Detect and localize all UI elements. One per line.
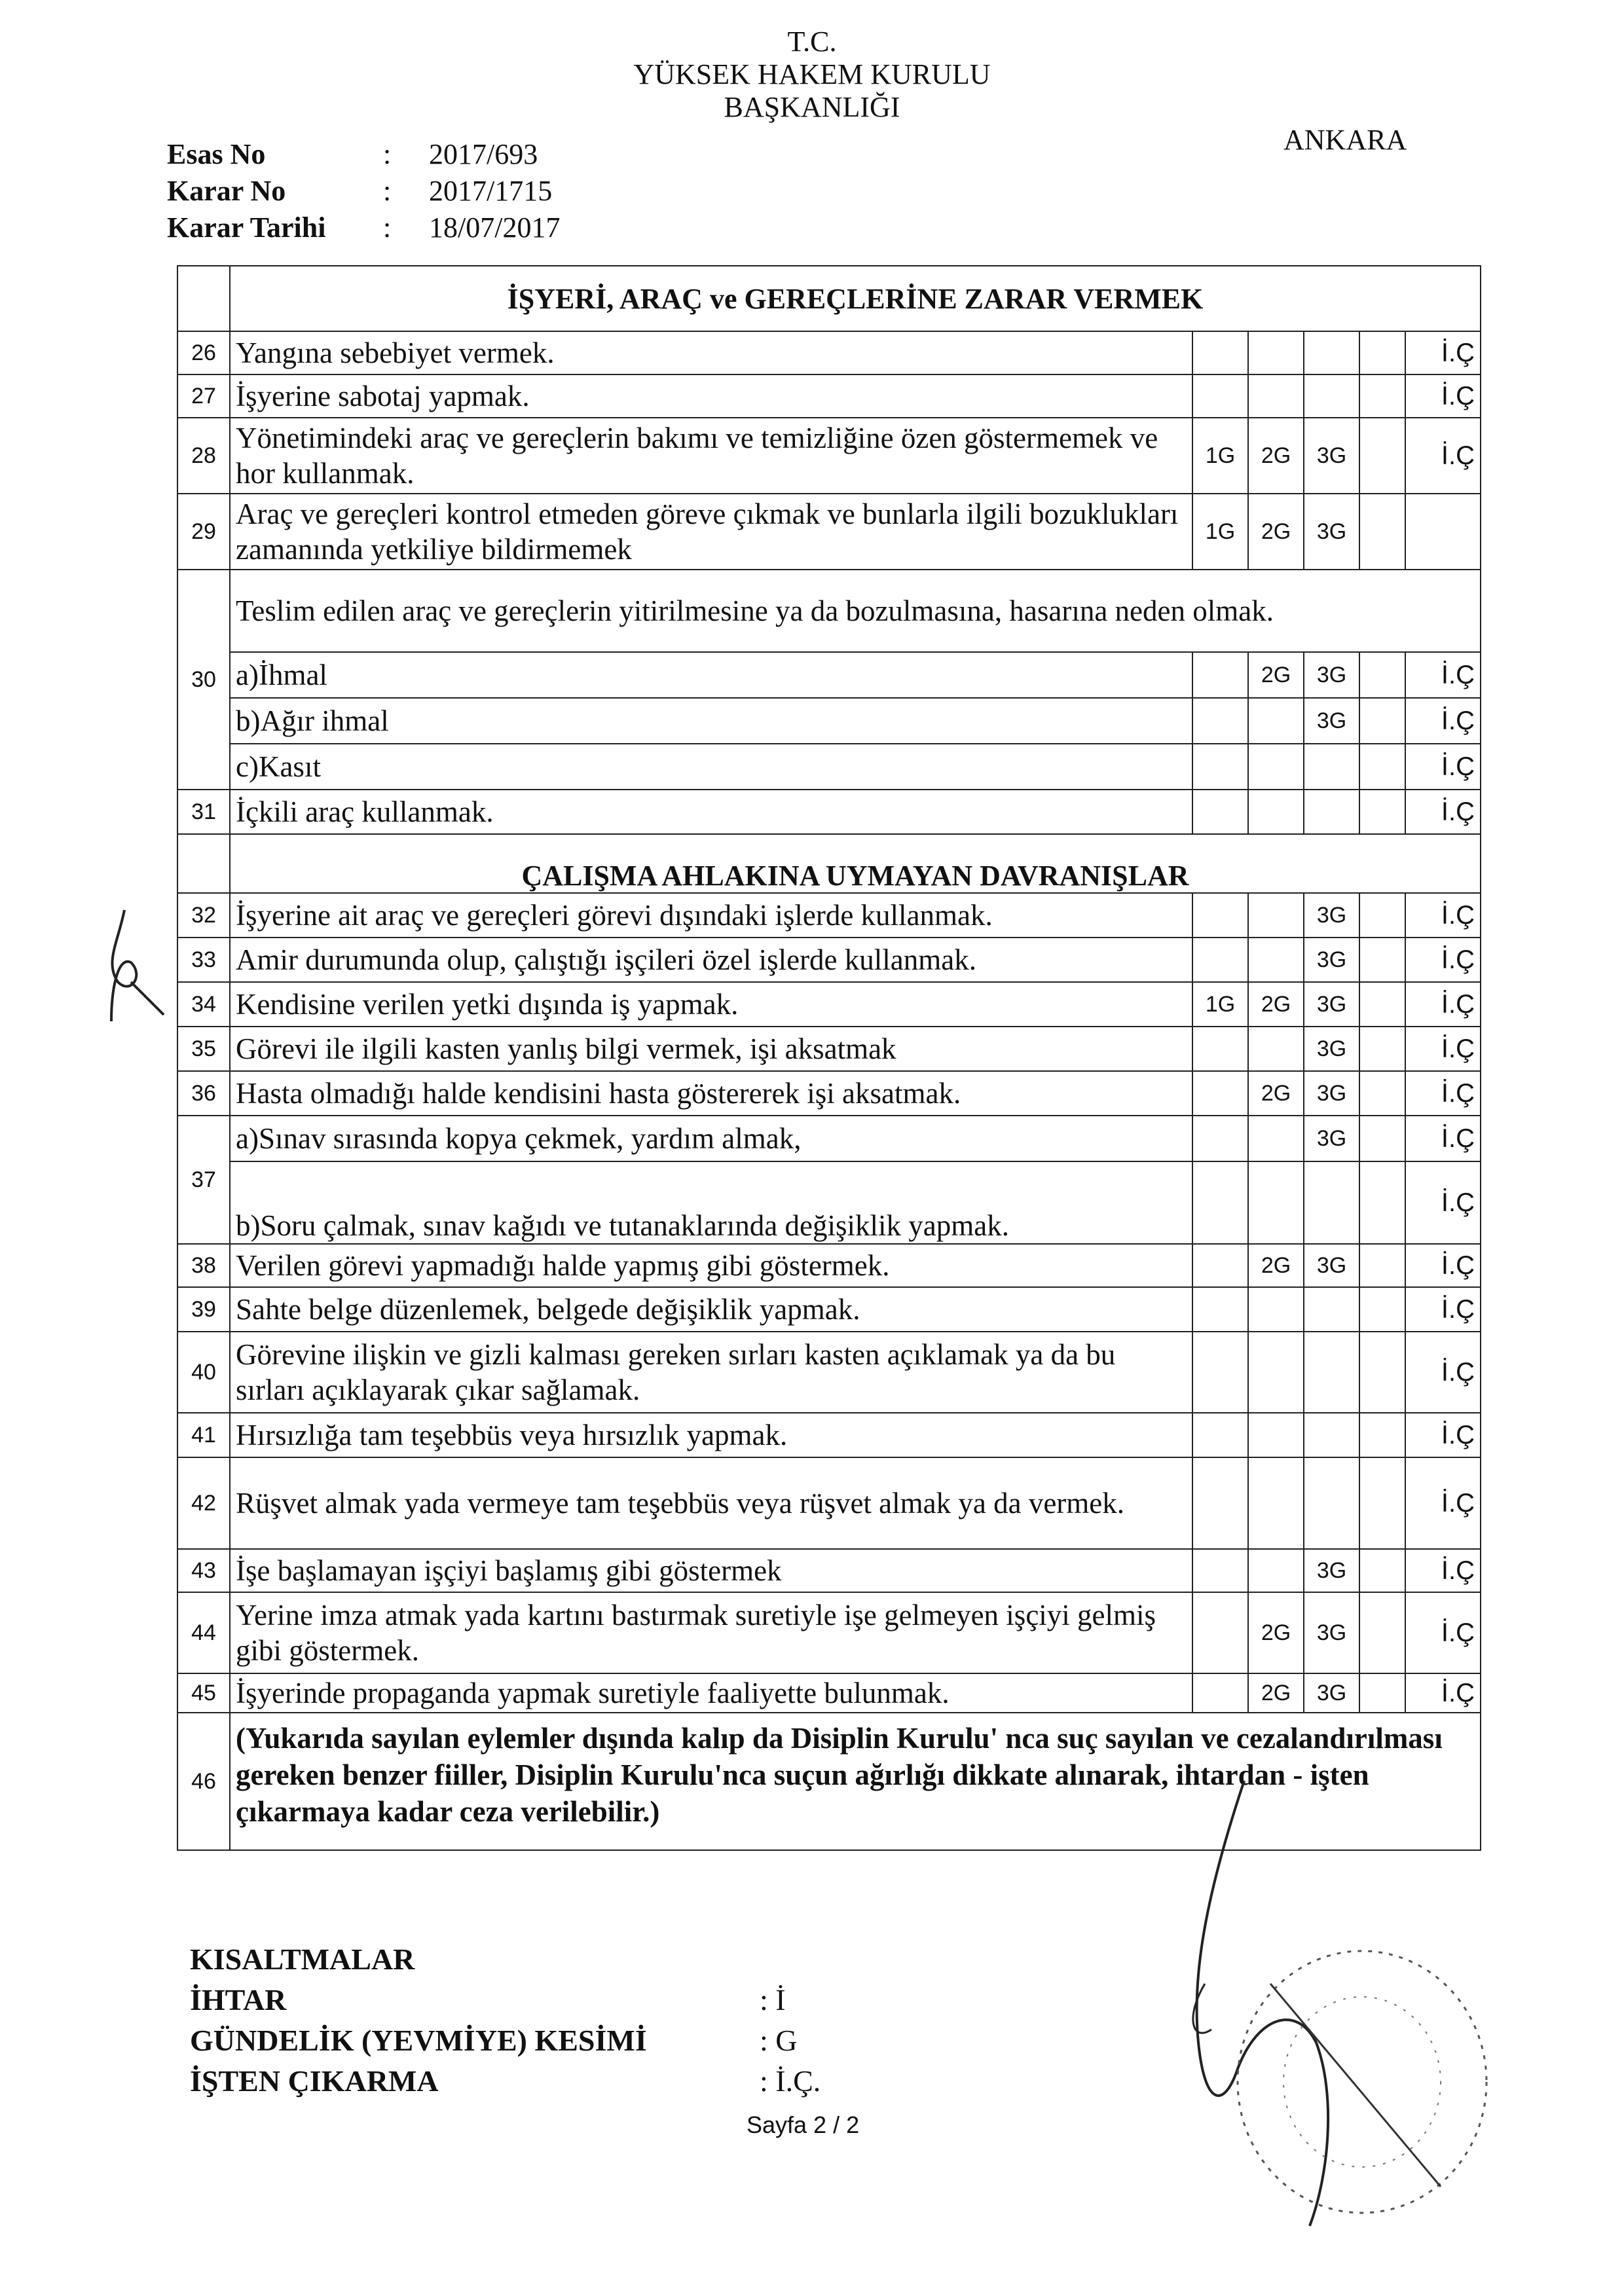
section-title-ethics: ÇALIŞMA AHLAKINA UYMAYAN DAVRANIŞLAR [230, 834, 1481, 893]
table-row: 39 Sahte belge düzenlemek, belgede değişiklik yapmak. İ.Ç [177, 1287, 1481, 1332]
meta-esas-no: Esas No : 2017/693 [167, 138, 538, 170]
header-city: ANKARA [1283, 124, 1407, 156]
table-row: 33 Amir durumunda olup, çalıştığı işçileri özel işlerde kullanmak. 3G İ.Ç [177, 938, 1481, 982]
abbr-isten-cikarma: İŞTEN ÇIKARMA : İ.Ç. [190, 2064, 821, 2098]
abbr-ihtar: İHTAR : İ [190, 1983, 786, 2016]
table-row: 43 İşe başlamayan işçiyi başlamış gibi göstermek 3G İ.Ç [177, 1549, 1481, 1592]
table-subrow: b)Soru çalmak, sınav kağıdı ve tutanaklarında değişiklik yapmak. İ.Ç [177, 1161, 1481, 1244]
section-title-damage: İŞYERİ, ARAÇ ve GEREÇLERİNE ZARAR VERMEK [230, 266, 1481, 331]
penalty-table [177, 265, 1481, 1851]
row-number: 26 [177, 331, 230, 374]
table-row [177, 331, 1481, 374]
closing-note: (Yukarıda sayılan eylemler dışında kalıp da Disiplin Kurulu' nca suç sayılan ve cezalandırılması gereken benzer fiiller, Disiplin Kurulu'nca suçun ağırlığı dikkate alınarak, ihtardan - işten çıkarmaya kadar ceza verilebilir.) [230, 1713, 1481, 1850]
table-row: 28 Yönetimindeki araç ve gereçlerin bakımı ve temizliğine özen göstermemek ve hor kullanmak. 1G 2G 3G İ.Ç [177, 418, 1481, 494]
abbreviations-block [190, 1939, 821, 2102]
table-row: 36 Hasta olmadığı halde kendisini hasta göstererek işi aksatmak. 2G 3G İ.Ç [177, 1071, 1481, 1116]
header-presidency: BAŞKANLIĞI [724, 91, 900, 123]
table-row: 38 Verilen görevi yapmadığı halde yapmış gibi göstermek. 2G 3G İ.Ç [177, 1244, 1481, 1287]
table-row: 44 Yerine imza atmak yada kartını bastırmak suretiyle işe gelmeyen işçiyi gelmiş gibi göstermek. 2G 3G İ.Ç [177, 1592, 1481, 1673]
row-ic: İ.Ç [1405, 331, 1481, 374]
table-row: 41 Hırsızlığa tam teşebbüs veya hırsızlık yapmak. İ.Ç [177, 1413, 1481, 1457]
case-meta [167, 136, 560, 246]
table-row: 34 Kendisine verilen yetki dışında iş yapmak. 1G 2G 3G İ.Ç [177, 982, 1481, 1027]
header-institution: YÜKSEK HAKEM KURULU [633, 58, 991, 90]
abbr-gundelik: GÜNDELİK (YEVMİYE) KESİMİ : G [190, 2024, 798, 2057]
table-row: 27 İşyerine sabotaj yapmak. İ.Ç [177, 374, 1481, 418]
section-header-row [177, 266, 1481, 331]
table-subrow: a)İhmal 2G 3G İ.Ç [177, 652, 1481, 698]
table-row: 32 İşyerine ait araç ve gereçleri görevi dışındaki işlerde kullanmak. 3G İ.Ç [177, 893, 1481, 938]
meta-karar-tarihi: Karar Tarihi : 18/07/2017 [167, 211, 561, 244]
table-row: 42 Rüşvet almak yada vermeye tam teşebbüs veya rüşvet almak ya da vermek. İ.Ç [177, 1457, 1481, 1549]
table-row: 30 Teslim edilen araç ve gereçlerin yitirilmesine ya da bozulmasına, hasarına neden olmak. [177, 570, 1481, 652]
table-row: 45 İşyerinde propaganda yapmak suretiyle faaliyette bulunmak. 2G 3G İ.Ç [177, 1673, 1481, 1713]
table-row: 40 Görevine ilişkin ve gizli kalması gereken sırları kasten açıklamak ya da bu sırları açıklayarak çıkar sağlamak. İ.Ç [177, 1332, 1481, 1413]
table-subrow: b)Ağır ihmal 3G İ.Ç [177, 698, 1481, 744]
table-subrow: c)Kasıt İ.Ç [177, 744, 1481, 790]
abbreviations-title: KISALTMALAR [190, 1942, 415, 1976]
table-row: 46 (Yukarıda sayılan eylemler dışında kalıp da Disiplin Kurulu' nca suç sayılan ve cezalandırılması gereken benzer fiiller, Disiplin Kurulu'nca suçun ağırlığı dikkate alınarak, ihtardan - işten çıkarmaya kadar ceza verilebilir.) [177, 1713, 1481, 1850]
header-tc: T.C. [787, 26, 837, 58]
page-number: Sayfa 2 / 2 [747, 2111, 860, 2138]
meta-karar-no: Karar No : 2017/1715 [167, 175, 553, 207]
section-header-row [177, 834, 1481, 893]
table-row: 29 Araç ve gereçleri kontrol etmeden göreve çıkmak ve bunlarla ilgili bozuklukları zamanında yetkiliye bildirmemek 1G 2G 3G [177, 494, 1481, 570]
table-row: 35 Görevi ile ilgili kasten yanlış bilgi vermek, işi aksatmak 3G İ.Ç [177, 1027, 1481, 1071]
table-row: 37 a)Sınav sırasında kopya çekmek, yardım almak, 3G İ.Ç [177, 1116, 1481, 1161]
row-text: Yangına sebebiyet vermek. [230, 331, 1192, 374]
handwritten-initial [79, 903, 196, 1048]
signature-stamp [1166, 1768, 1506, 2265]
table-row: 31 İçkili araç kullanmak. İ.Ç [177, 790, 1481, 834]
